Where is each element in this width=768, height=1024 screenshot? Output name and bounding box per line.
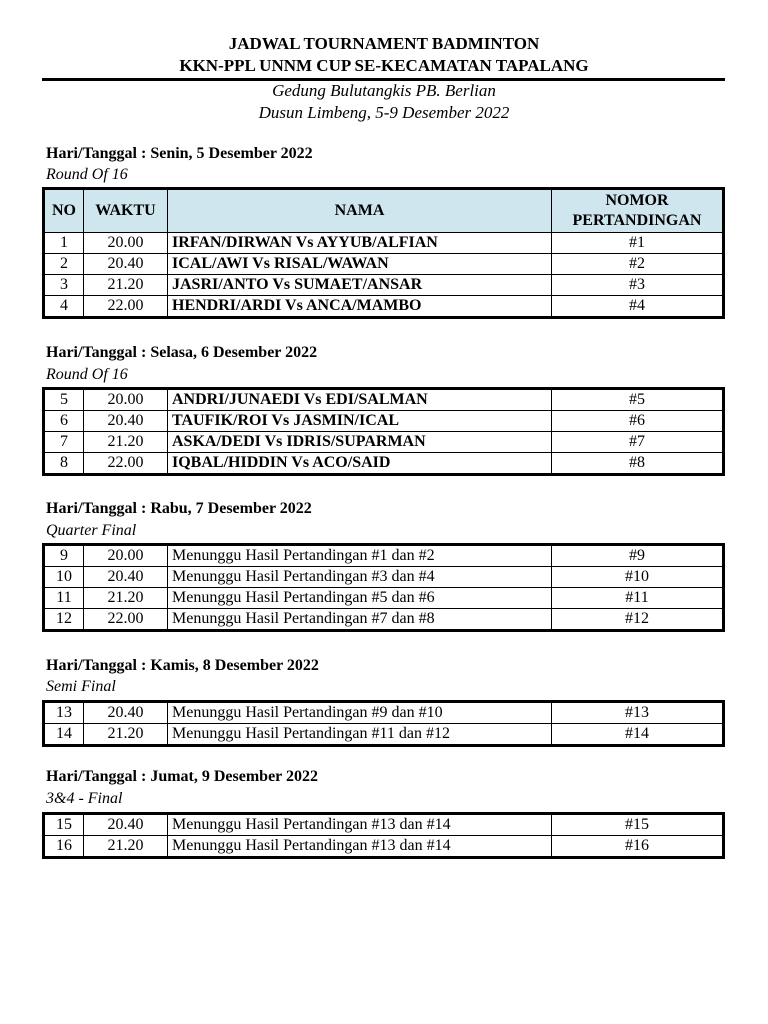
schedule-table [42,187,725,319]
cell-match-number: #2 [552,254,724,275]
cell-time: 20.40 [84,814,168,836]
cell-no: 12 [44,609,84,631]
cell-no: 13 [44,702,84,724]
cell-no: 8 [44,453,84,475]
table-header-row [44,189,724,233]
cell-no: 11 [44,588,84,609]
cell-name: ASKA/DEDI Vs IDRIS/SUPARMAN [168,432,552,453]
cell-no: 10 [44,567,84,588]
cell-time: 21.20 [84,275,168,296]
cell-no: 6 [44,411,84,432]
cell-name: ICAL/AWI Vs RISAL/WAWAN [168,254,552,275]
cell-time: 22.00 [84,609,168,631]
day-title: Hari/Tanggal : Rabu, 7 Desember 2022 [46,500,312,517]
table-row [44,702,724,724]
schedule-table [42,700,725,747]
cell-name: Menunggu Hasil Pertandingan #1 dan #2 [168,545,552,567]
table-row [44,432,724,453]
cell-match-number: #1 [552,233,724,254]
cell-no: 1 [44,233,84,254]
location-date-text: Dusun Limbeng, 5-9 Desember 2022 [258,103,510,122]
cell-name: HENDRI/ARDI Vs ANCA/MAMBO [168,296,552,318]
table-row [44,254,724,275]
cell-no: 5 [44,389,84,411]
cell-no: 16 [44,836,84,858]
table-row [44,275,724,296]
cell-match-number: #9 [552,545,724,567]
table-row [44,836,724,858]
cell-time: 22.00 [84,453,168,475]
cell-match-number: #10 [552,567,724,588]
cell-time: 20.00 [84,545,168,567]
cell-time: 21.20 [84,432,168,453]
cell-match-number: #14 [552,724,724,746]
cell-name: Menunggu Hasil Pertandingan #11 dan #12 [168,724,552,746]
cell-match-number: #8 [552,453,724,475]
round-label: Semi Final [46,678,116,695]
cell-match-number: #13 [552,702,724,724]
title-line-2: KKN-PPL UNNM CUP SE-KECAMATAN TAPALANG [179,56,589,75]
day-title: Hari/Tanggal : Kamis, 8 Desember 2022 [46,657,319,674]
schedule-table [42,387,725,476]
table-row [44,453,724,475]
day-title: Hari/Tanggal : Jumat, 9 Desember 2022 [46,768,318,785]
cell-no: 4 [44,296,84,318]
cell-name: IRFAN/DIRWAN Vs AYYUB/ALFIAN [168,233,552,254]
table-row [44,296,724,318]
cell-name: Menunggu Hasil Pertandingan #3 dan #4 [168,567,552,588]
schedule-table [42,812,725,859]
cell-time: 20.00 [84,233,168,254]
cell-match-number: #5 [552,389,724,411]
cell-no: 3 [44,275,84,296]
table-row [44,724,724,746]
cell-name: Menunggu Hasil Pertandingan #9 dan #10 [168,702,552,724]
cell-match-number: #12 [552,609,724,631]
cell-no: 7 [44,432,84,453]
cell-name: Menunggu Hasil Pertandingan #5 dan #6 [168,588,552,609]
round-label: Quarter Final [46,522,137,539]
title-line-1: JADWAL TOURNAMENT BADMINTON [228,34,540,53]
cell-time: 21.20 [84,588,168,609]
table-row [44,233,724,254]
schedule-table [42,543,725,632]
cell-time: 20.40 [84,254,168,275]
cell-no: 9 [44,545,84,567]
cell-name: ANDRI/JUNAEDI Vs EDI/SALMAN [168,389,552,411]
cell-match-number: #3 [552,275,724,296]
cell-time: 20.00 [84,389,168,411]
round-label: Round Of 16 [46,166,128,183]
round-label: Round Of 16 [46,366,128,383]
cell-name: Menunggu Hasil Pertandingan #13 dan #14 [168,836,552,858]
cell-no: 15 [44,814,84,836]
day-title: Hari/Tanggal : Senin, 5 Desember 2022 [46,145,313,162]
table-row [44,411,724,432]
table-row [44,588,724,609]
cell-time: 21.20 [84,724,168,746]
cell-no: 2 [44,254,84,275]
column-header-time: WAKTU [84,189,168,233]
cell-time: 22.00 [84,296,168,318]
cell-name: IQBAL/HIDDIN Vs ACO/SAID [168,453,552,475]
cell-time: 20.40 [84,411,168,432]
column-header-match-number-line1: NOMOR [605,192,669,209]
cell-match-number: #4 [552,296,724,318]
cell-time: 21.20 [84,836,168,858]
day-title: Hari/Tanggal : Selasa, 6 Desember 2022 [46,344,318,361]
cell-name: JASRI/ANTO Vs SUMAET/ANSAR [168,275,552,296]
cell-time: 20.40 [84,567,168,588]
cell-match-number: #7 [552,432,724,453]
cell-match-number: #6 [552,411,724,432]
table-row [44,389,724,411]
column-header-match-number-line2: PERTANDINGAN [572,212,702,229]
round-label: 3&4 - Final [46,790,123,807]
cell-no: 14 [44,724,84,746]
cell-match-number: #15 [552,814,724,836]
cell-name: Menunggu Hasil Pertandingan #7 dan #8 [168,609,552,631]
table-row [44,567,724,588]
cell-match-number: #16 [552,836,724,858]
venue-text: Gedung Bulutangkis PB. Berlian [272,81,496,100]
table-row [44,814,724,836]
column-header-match-number [552,189,724,233]
table-row [44,545,724,567]
cell-match-number: #11 [552,588,724,609]
cell-name: Menunggu Hasil Pertandingan #13 dan #14 [168,814,552,836]
column-header-name: NAMA [168,189,552,233]
cell-time: 20.40 [84,702,168,724]
column-header-no: NO [44,189,84,233]
table-row [44,609,724,631]
cell-name: TAUFIK/ROI Vs JASMIN/ICAL [168,411,552,432]
